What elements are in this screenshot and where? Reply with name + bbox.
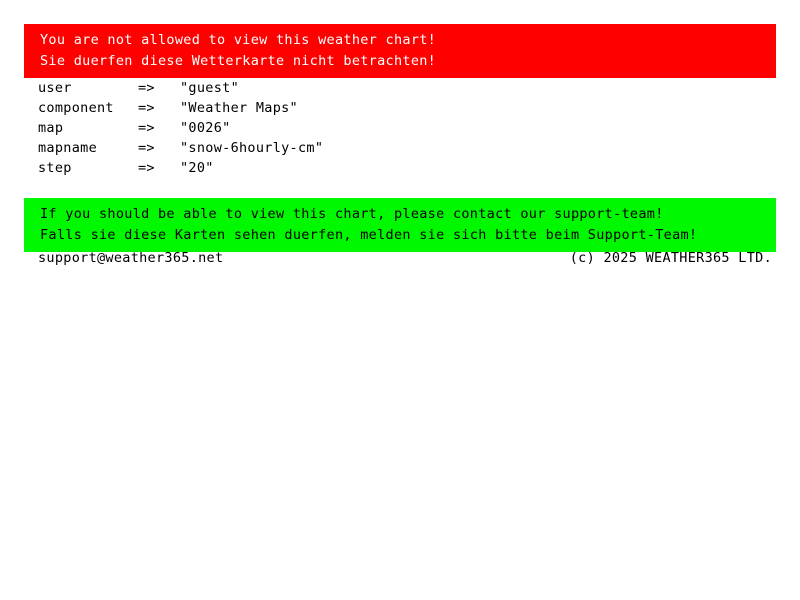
info-banner-line-de: Falls sie diese Karten sehen duerfen, melden sie sich bitte beim Support-Team! (40, 227, 698, 243)
info-banner (24, 198, 776, 252)
param-value: "0026" (180, 120, 231, 136)
param-value: "snow-6hourly-cm" (180, 140, 324, 156)
table-row (38, 140, 323, 160)
copyright-text: (c) 2025 WEATHER365 LTD. (569, 250, 772, 266)
param-key: mapname (38, 140, 97, 156)
param-value: "Weather Maps" (180, 100, 298, 116)
param-arrow: => (138, 80, 155, 96)
param-key: user (38, 80, 72, 96)
info-banner-line-en: If you should be able to view this chart, please contact our support-team! (40, 206, 664, 222)
param-key: map (38, 120, 64, 136)
error-banner (24, 24, 776, 78)
table-row (38, 120, 323, 140)
table-row (38, 100, 323, 120)
param-value: "guest" (180, 80, 239, 96)
param-value: "20" (180, 160, 214, 176)
error-banner-line-en: You are not allowed to view this weather chart! (40, 32, 437, 48)
param-arrow: => (138, 140, 155, 156)
param-arrow: => (138, 160, 155, 176)
support-email-link[interactable]: support@weather365.net (38, 250, 224, 266)
request-parameters-table (38, 80, 323, 180)
table-row (38, 80, 323, 100)
param-key: step (38, 160, 72, 176)
table-row (38, 160, 323, 180)
param-arrow: => (138, 120, 155, 136)
param-arrow: => (138, 100, 155, 116)
page-footer (38, 250, 772, 266)
error-banner-line-de: Sie duerfen diese Wetterkarte nicht betrachten! (40, 53, 437, 69)
param-key: component (38, 100, 114, 116)
